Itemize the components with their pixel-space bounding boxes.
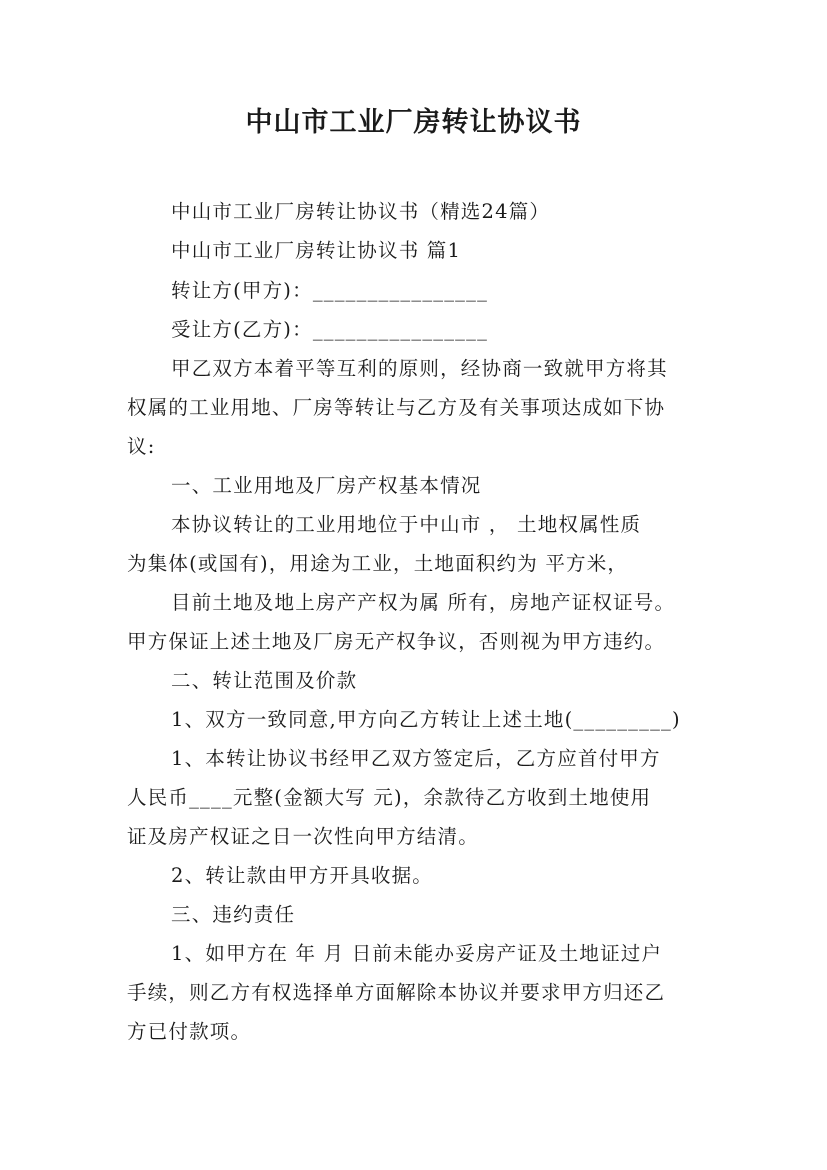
paragraph-line: 证及房产权证之日一次性向甲方结清。 xyxy=(127,825,479,848)
party-b-line: 受让方(乙方)：________________ xyxy=(171,318,489,341)
paragraph-line: 手续，则乙方有权选择单方面解除本协议并要求甲方归还乙 xyxy=(127,981,666,1004)
clause-heading: 二、转让范围及价款 xyxy=(171,669,358,692)
document-title: 中山市工业厂房转让协议书 xyxy=(245,107,582,138)
party-a-line: 转让方(甲方)：________________ xyxy=(171,279,489,302)
paragraph-line: 方已付款项。 xyxy=(127,1020,252,1043)
paragraph-line: 议: xyxy=(127,435,156,458)
paragraph-line: 权属的工业用地、厂房等转让与乙方及有关事项达成如下协 xyxy=(127,396,666,419)
section-heading: 中山市工业厂房转让协议书 篇1 xyxy=(171,239,462,262)
clause-heading: 三、违约责任 xyxy=(171,903,296,926)
paragraph-line: 2、转让款由甲方开具收据。 xyxy=(171,864,434,887)
paragraph-line: 1、本转让协议书经甲乙双方签定后，乙方应首付甲方 xyxy=(171,747,661,770)
paragraph-line: 目前土地及地上房产产权为属 所有，房地产证权证号。 xyxy=(171,591,676,614)
paragraph-line: 1、双方一致同意,甲方向乙方转让上述土地(_________) xyxy=(171,708,681,731)
paragraph-line: 甲方保证上述土地及厂房无产权争议，否则视为甲方违约。 xyxy=(127,630,666,653)
paragraph-line: 本协议转让的工业用地位于中山市 ， 土地权属性质 xyxy=(171,513,642,536)
clause-heading: 一、工业用地及厂房产权基本情况 xyxy=(171,474,482,497)
paragraph-line: 1、如甲方在 年 月 日前未能办妥房产证及土地证过户 xyxy=(171,942,663,965)
paragraph-line: 为集体(或国有)，用途为工业，土地面积约为 平方米， xyxy=(127,552,629,575)
subtitle-line: 中山市工业厂房转让协议书（精选24篇） xyxy=(171,200,551,223)
paragraph-line: 人民币____元整(金额大写 元)，余款待乙方收到土地使用 xyxy=(127,786,652,809)
paragraph-line: 甲乙双方本着平等互利的原则，经协商一致就甲方将其 xyxy=(171,357,668,380)
